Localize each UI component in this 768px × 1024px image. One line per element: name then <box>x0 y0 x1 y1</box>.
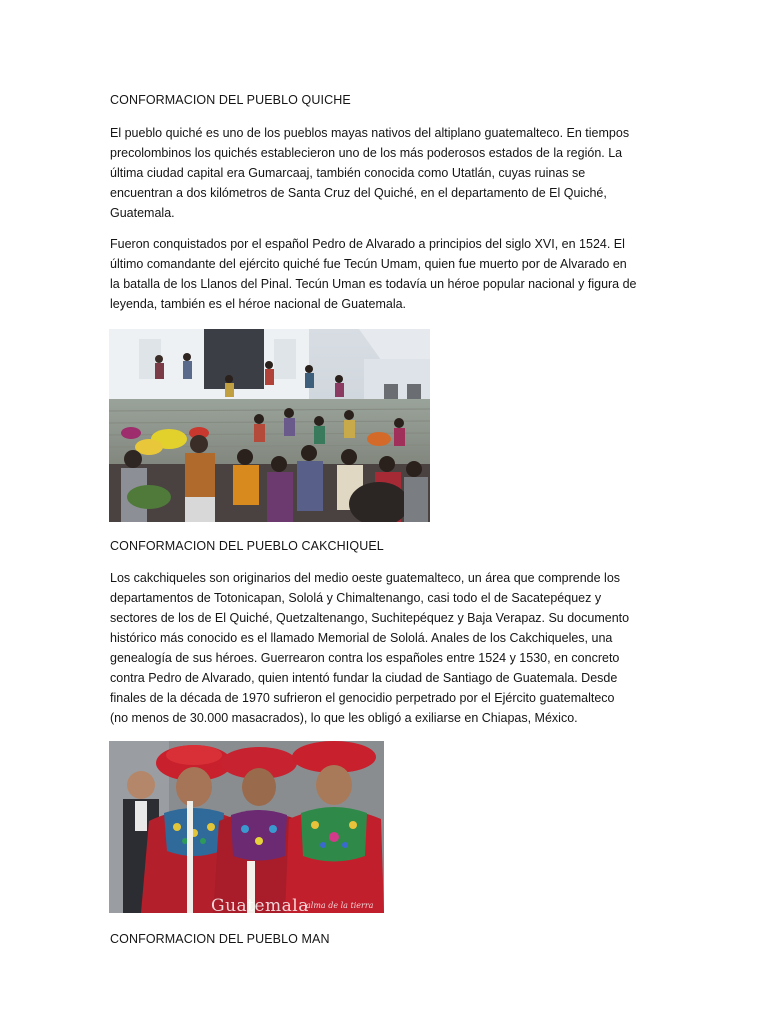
section-heading-cakchiquel: CONFORMACION DEL PUEBLO CAKCHIQUEL <box>110 539 384 553</box>
text-line: histórico más conocido es el llamado Memorial de Sololá. Anales de los Cakchiqueles, una <box>110 631 613 645</box>
section-heading-quiche: CONFORMACION DEL PUEBLO QUICHE <box>110 93 351 107</box>
photo-watermark: Guatemala <box>211 896 309 913</box>
paragraph-quiche-conquest <box>110 234 670 314</box>
section-heading-man: CONFORMACION DEL PUEBLO MAN <box>110 932 330 946</box>
text-line: encuentran a dos kilómetros de Santa Cruz del Quiché, en el departamento de El Quiché, <box>110 186 607 200</box>
paragraph-quiche-intro <box>110 123 670 223</box>
text-line: departamentos de Totonicapan, Sololá y Chimaltenango, casi todo el de Sacatepéquez y <box>110 591 602 605</box>
text-line: Guatemala. <box>110 206 175 220</box>
market-steps-photo <box>109 329 430 522</box>
text-line: la batalla de los Llanos del Pinal. Tecún Uman es todavía un héroe popular nacional y figura de <box>110 277 637 291</box>
text-line: genealogía de sus héroes. Guerrearon contra los españoles entre 1524 y 1530, en concreto <box>110 651 620 665</box>
text-line: El pueblo quiché es uno de los pueblos mayas nativos del altiplano guatemalteco. En tiempos <box>110 126 630 140</box>
text-line: última ciudad capital era Gumarcaaj, también conocida como Utatlán, cuyas ruinas se <box>110 166 586 180</box>
text-line: leyenda, también es el héroe nacional de Guatemala. <box>110 297 407 311</box>
text-line: sectores de los de El Quiché, Quetzaltenango, Suchitepéquez y Baja Verapaz. Su documento <box>110 611 630 625</box>
photo-watermark-subtitle: alma de la tierra <box>306 901 374 910</box>
text-line: Fueron conquistados por el español Pedro de Alvarado a principios del siglo XVI, en 1524. El <box>110 237 625 251</box>
text-line: último comandante del ejército quiché fue Tecún Umam, quien fue muerto por de Alvarado en <box>110 257 627 271</box>
text-line: finales de la década de 1970 sufrieron el genocidio perpetrado por el Ejército guatemalteco <box>110 691 615 705</box>
text-line: Los cakchiqueles son originarios del medio oeste guatemalteco, un área que comprende los <box>110 571 621 585</box>
paragraph-cakchiquel <box>110 568 670 728</box>
text-line: precolombinos los quichés establecieron uno de los más poderosos estados de la región. La <box>110 146 623 160</box>
text-line: (no menos de 30.000 masacrados), lo que les obligó a exiliarse en Chiapas, México. <box>110 711 578 725</box>
women-headdresses-photo <box>109 741 384 913</box>
text-line: contra Pedro de Alvarado, quien intentó fundar la ciudad de Santiago de Guatemala. Desde <box>110 671 618 685</box>
